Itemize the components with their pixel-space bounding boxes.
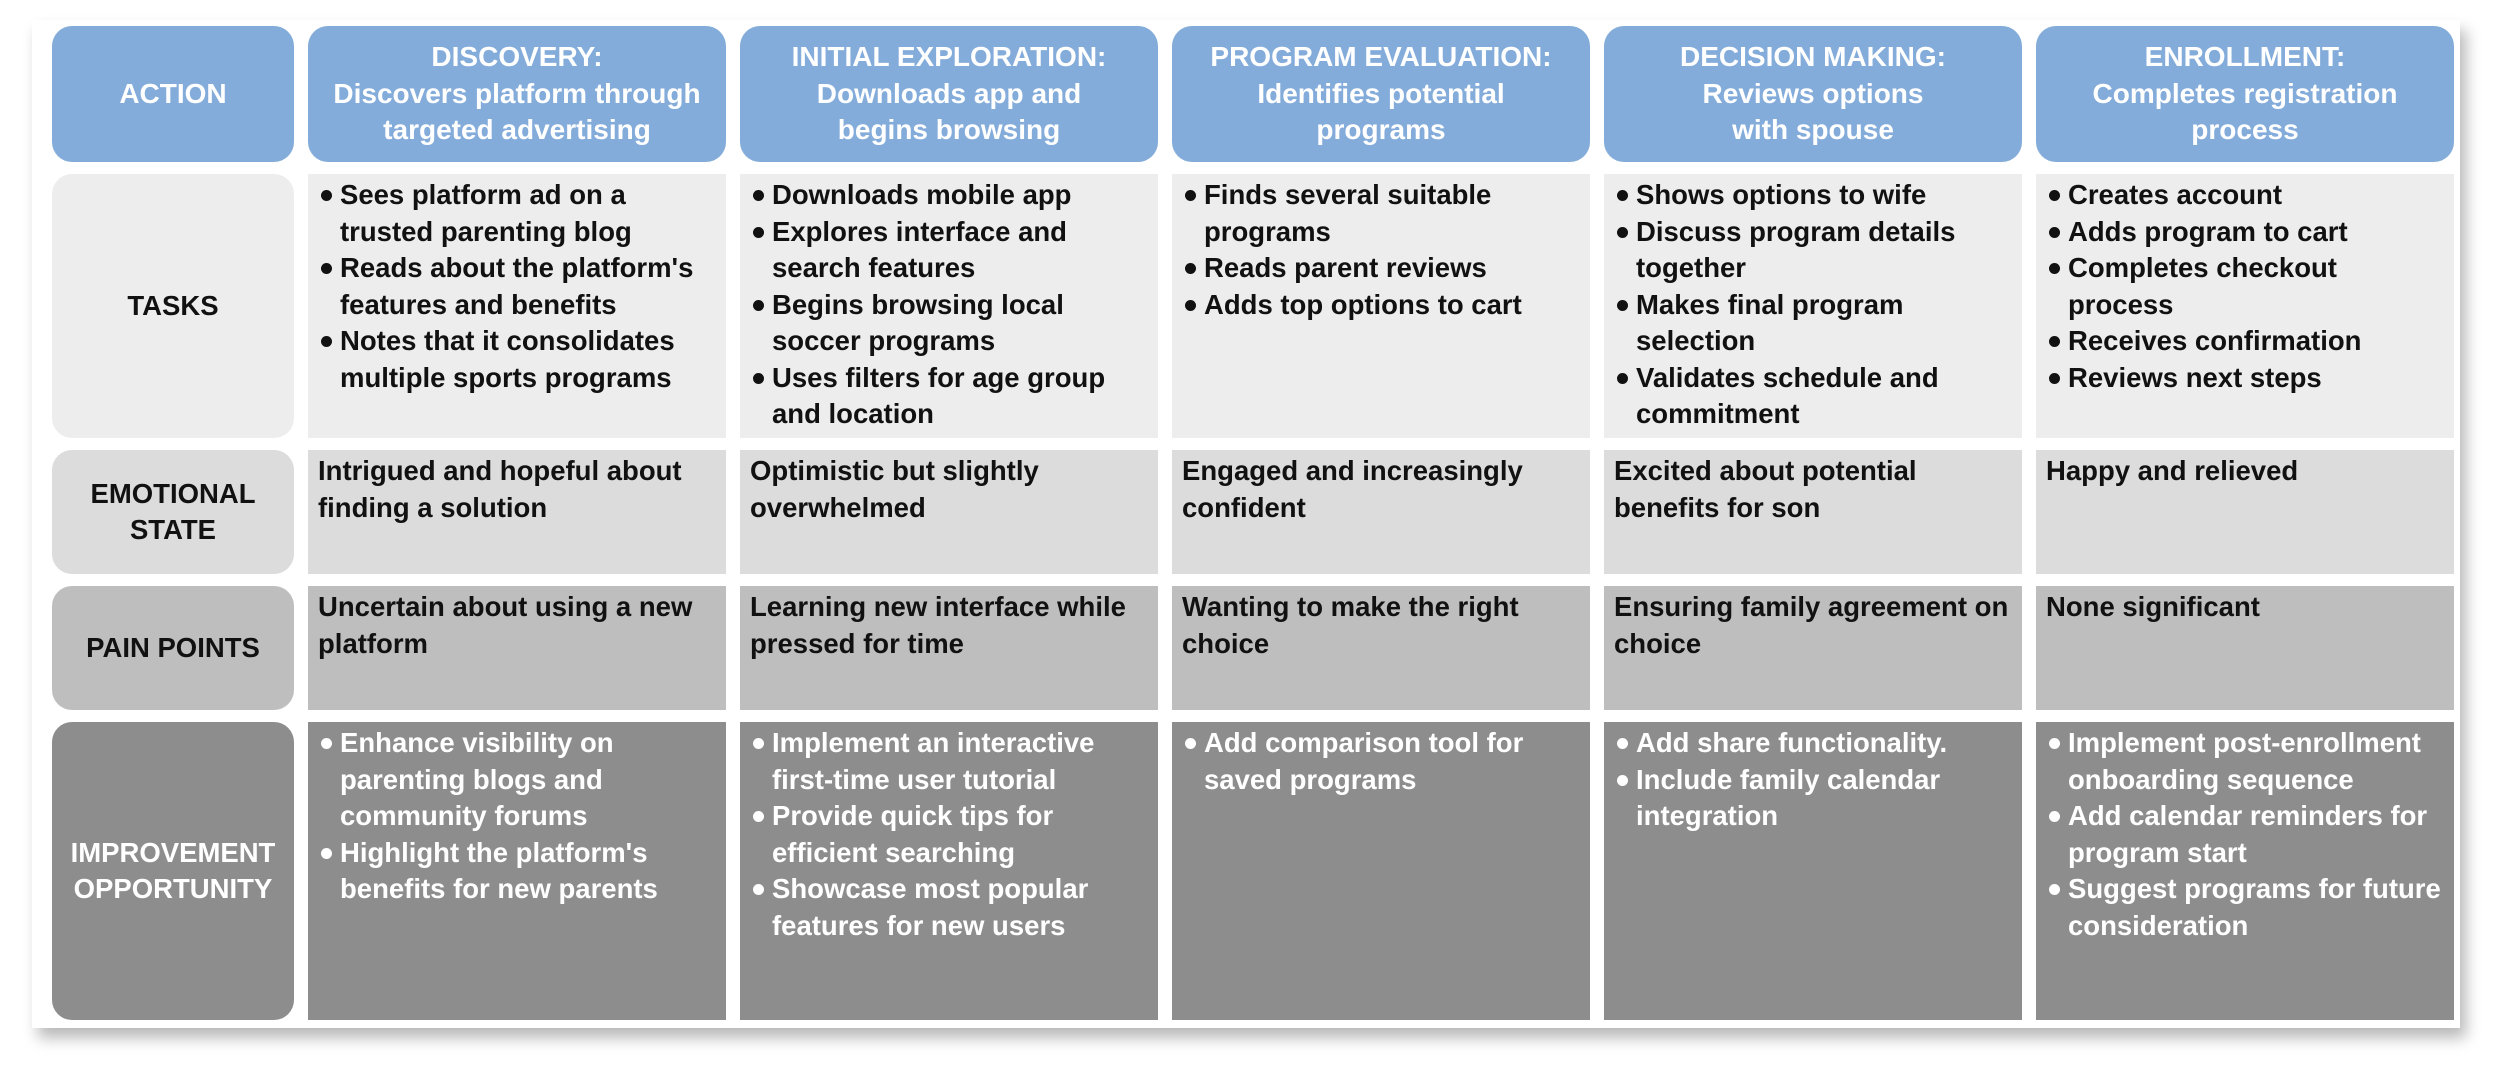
improvement-item: Add calendar reminders for program start	[2046, 798, 2444, 871]
task-item: Adds top options to cart	[1182, 287, 1580, 324]
customer-journey-map	[32, 20, 2460, 1028]
pain-points-row-label: PAIN POINTS	[52, 586, 294, 710]
pain-points-cell-program-evaluation: Wanting to make the right choice	[1172, 586, 1590, 710]
stage-phase: INITIAL EXPLORATION:	[791, 41, 1107, 73]
emotional-state-cell-decision-making: Excited about potential benefits for son	[1604, 450, 2022, 574]
task-item: Creates account	[2046, 177, 2444, 214]
stage-phase: PROGRAM EVALUATION:	[1210, 41, 1552, 73]
improvement-cell-initial-exploration	[740, 722, 1158, 1020]
improvement-item: Implement post-enrollment onboarding sequence	[2046, 725, 2444, 798]
improvement-item: Showcase most popular features for new users	[750, 871, 1148, 944]
stage-summary: Identifies potential programs	[1257, 77, 1505, 146]
pain-points-cell-decision-making: Ensuring family agreement on choice	[1604, 586, 2022, 710]
tasks-cell-enrollment	[2036, 174, 2454, 438]
task-item: Reads about the platform's features and benefits	[318, 250, 716, 323]
tasks-cell-initial-exploration	[740, 174, 1158, 438]
improvement-item: Include family calendar integration	[1614, 762, 2012, 835]
improvement-cell-discovery	[308, 722, 726, 1020]
task-item: Receives confirmation	[2046, 323, 2444, 360]
pain-points-cell-discovery: Uncertain about using a new platform	[308, 586, 726, 710]
task-item: Explores interface and search features	[750, 214, 1148, 287]
improvement-cell-program-evaluation	[1172, 722, 1590, 1020]
task-item: Downloads mobile app	[750, 177, 1148, 214]
task-item: Sees platform ad on a trusted parenting blog	[318, 177, 716, 250]
improvement-item: Add comparison tool for saved programs	[1182, 725, 1580, 798]
emotional-state-cell-initial-exploration: Optimistic but slightly overwhelmed	[740, 450, 1158, 574]
improvement-item: Implement an interactive first-time user tutorial	[750, 725, 1148, 798]
action-row-label: ACTION	[52, 26, 294, 162]
stage-summary: Downloads app and begins browsing	[816, 77, 1082, 146]
stage-phase: ENROLLMENT:	[2144, 41, 2346, 73]
improvement-cell-enrollment	[2036, 722, 2454, 1020]
journey-grid	[52, 26, 2458, 1016]
stage-phase: DECISION MAKING:	[1680, 41, 1946, 73]
improvement-item: Provide quick tips for efficient searching	[750, 798, 1148, 871]
stage-summary: Reviews options with spouse	[1702, 77, 1924, 146]
improvement-item: Enhance visibility on parenting blogs and community forums	[318, 725, 716, 835]
stage-header-enrollment	[2036, 26, 2454, 162]
task-item: Uses filters for age group and location	[750, 360, 1148, 433]
task-item: Shows options to wife	[1614, 177, 2012, 214]
task-item: Completes checkout process	[2046, 250, 2444, 323]
stage-header-decision-making	[1604, 26, 2022, 162]
stage-header-initial-exploration	[740, 26, 1158, 162]
task-item: Adds program to cart	[2046, 214, 2444, 251]
improvement-opportunity-row-label: IMPROVEMENT OPPORTUNITY	[52, 722, 294, 1020]
improvement-cell-decision-making	[1604, 722, 2022, 1020]
task-item: Reviews next steps	[2046, 360, 2444, 397]
improvement-item: Suggest programs for future consideration	[2046, 871, 2444, 944]
emotional-state-cell-program-evaluation: Engaged and increasingly confident	[1172, 450, 1590, 574]
tasks-cell-program-evaluation	[1172, 174, 1590, 438]
improvement-item: Highlight the platform's benefits for new parents	[318, 835, 716, 908]
emotional-state-row-label: EMOTIONAL STATE	[52, 450, 294, 574]
task-item: Discuss program details together	[1614, 214, 2012, 287]
emotional-state-cell-enrollment: Happy and relieved	[2036, 450, 2454, 574]
tasks-row-label: TASKS	[52, 174, 294, 438]
task-item: Makes final program selection	[1614, 287, 2012, 360]
tasks-cell-decision-making	[1604, 174, 2022, 438]
pain-points-cell-initial-exploration: Learning new interface while pressed for time	[740, 586, 1158, 710]
stage-header-discovery	[308, 26, 726, 162]
task-item: Notes that it consolidates multiple sports programs	[318, 323, 716, 396]
task-item: Begins browsing local soccer programs	[750, 287, 1148, 360]
tasks-cell-discovery	[308, 174, 726, 438]
task-item: Finds several suitable programs	[1182, 177, 1580, 250]
emotional-state-cell-discovery: Intrigued and hopeful about finding a solution	[308, 450, 726, 574]
stage-header-program-evaluation	[1172, 26, 1590, 162]
task-item: Validates schedule and commitment	[1614, 360, 2012, 433]
stage-summary: Discovers platform through targeted advertising	[333, 77, 701, 146]
improvement-item: Add share functionality.	[1614, 725, 2012, 762]
task-item: Reads parent reviews	[1182, 250, 1580, 287]
stage-summary: Completes registration process	[2092, 77, 2398, 146]
pain-points-cell-enrollment: None significant	[2036, 586, 2454, 710]
stage-phase: DISCOVERY:	[431, 41, 603, 73]
